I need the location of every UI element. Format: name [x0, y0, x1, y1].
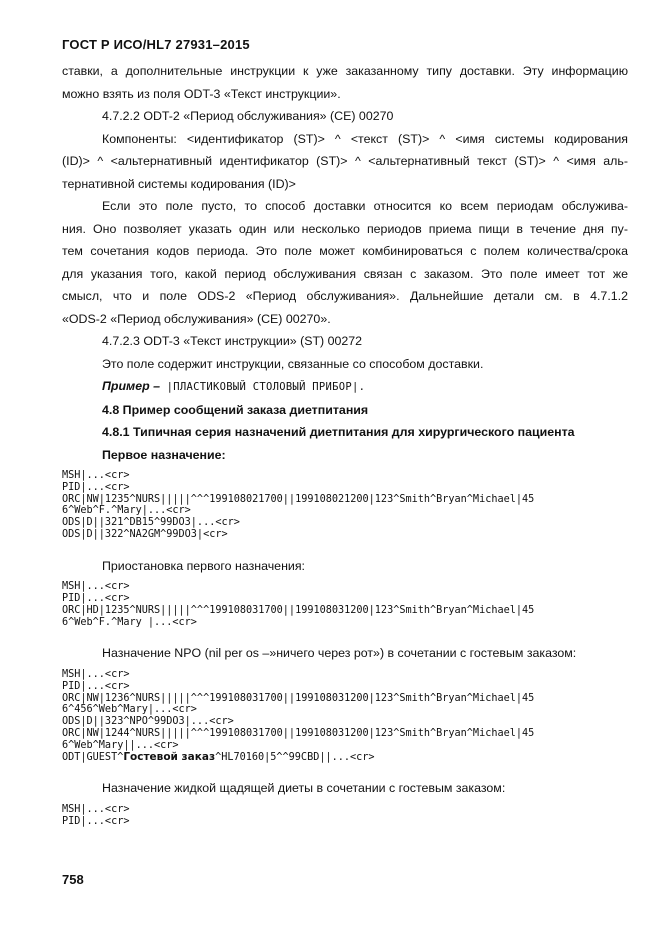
paragraph-line: смысл, что и поле ODS-2 «Период обслуживания». Дальнейшие детали см. в 4.7.1.2	[62, 289, 628, 303]
code-line: MSH|...<cr>	[62, 803, 130, 815]
code-line: PID|...<cr>	[62, 815, 130, 827]
odt-bold: Гостевой заказ	[123, 750, 216, 763]
paragraph-line: для указания того, какой период обслуживания связан с заказом. Это поле имеет тот же	[62, 266, 628, 281]
code-line: ORC|NW|1235^NURS|||||^^^199108021700||199108021200|123^Smith^Bryan^Michael|45	[62, 493, 535, 505]
code-block-npo	[62, 669, 628, 763]
code-line: ORC|NW|1244^NURS|||||^^^199108031700||199108031200|123^Smith^Bryan^Michael|45	[62, 727, 535, 739]
code-line: MSH|...<cr>	[62, 581, 130, 593]
section-heading-4-7-2-2: 4.7.2.2 ODT-2 «Период обслуживания» (CE) 00270	[102, 109, 394, 123]
example-label: Пример –	[102, 379, 161, 393]
section-heading-4-8-1: 4.8.1 Типичная серия назначений диетпитания для хирургического пациента	[102, 425, 575, 439]
code-block-first	[62, 470, 628, 541]
code-line: ORC|NW|1236^NURS|||||^^^199108031700||199108031200|123^Smith^Bryan^Michael|45	[62, 692, 535, 704]
page-header: ГОСТ Р ИСО/HL7 27931–2015	[62, 37, 250, 52]
components-line: тернативной системы кодирования (ID)>	[62, 176, 296, 191]
paragraph-line: тем сочетания кодов периода. Это поле может комбинироваться с полем количества/срока	[62, 244, 628, 258]
paragraph-line: ния. Оно позволяет указать один или несколько периодов приема пищи в течение дня пу-	[62, 221, 628, 236]
odt-prefix: ODT|GUEST^	[62, 751, 124, 763]
code-line: MSH|...<cr>	[62, 470, 130, 481]
section-heading-4-7-2-3: 4.7.2.3 ODT-3 «Текст инструкции» (ST) 00272	[102, 334, 363, 348]
paragraph-line: Если это поле пусто, то способ доставки относится ко всем периодам обслужива-	[102, 199, 628, 213]
suspend-title: Приостановка первого назначения:	[102, 558, 305, 573]
first-order-title: Первое назначение:	[102, 447, 226, 462]
odt-suffix: ^HL70160|5^^99CBD||...<cr>	[215, 751, 375, 763]
example-line	[62, 375, 628, 399]
components-line: Компоненты: <идентификатор (ST)> ^ <текст (ST)> ^ <имя системы кодирования	[102, 131, 628, 146]
code-line: PID|...<cr>	[62, 593, 130, 605]
paragraph-line: ставки, а дополнительные инструкции к уже заказанному типу доставки. Эту информацию	[62, 64, 628, 78]
code-line: 6^Web^Mary||...<cr>	[62, 739, 179, 751]
page-body	[62, 60, 628, 827]
code-line: 6^456^Web^Mary|...<cr>	[62, 704, 197, 716]
code-line-odt	[62, 752, 628, 764]
code-block-liquid	[62, 804, 628, 828]
code-line: ODS|D||323^NPO^99DO3|...<cr>	[62, 716, 234, 728]
paragraph-line: Это поле содержит инструкции, связанные со способом доставки.	[102, 356, 484, 371]
code-line: ODS|D||321^DB15^99DO3|...<cr>	[62, 517, 240, 529]
paragraph-line: можно взять из поля ODT-3 «Текст инструкции».	[62, 86, 341, 101]
page-number: 758	[62, 872, 84, 887]
section-heading-4-8: 4.8 Пример сообщений заказа диетпитания	[102, 402, 369, 417]
components-line: (ID)> ^ <альтернативный идентификатор (ST)> ^ <альтернативный текст (ST)> ^ <имя аль-	[62, 154, 628, 168]
code-line: ODS|D||322^NA2GM^99DO3|<cr>	[62, 528, 228, 540]
liquid-title: Назначение жидкой щадящей диеты в сочетании с гостевым заказом:	[102, 781, 506, 796]
code-line: ORC|HD|1235^NURS|||||^^^199108031700||199108031200|123^Smith^Bryan^Michael|45	[62, 604, 535, 616]
code-line: 6^Web^F.^Mary|...<cr>	[62, 505, 191, 517]
npo-title: Назначение NPO (nil per os –»ничего через рот») в сочетании с гостевым заказом:	[102, 646, 577, 661]
example-text: |ПЛАСТИКОВЫЙ СТОЛОВЫЙ ПРИБОР|.	[160, 381, 366, 393]
code-line: PID|...<cr>	[62, 680, 130, 692]
code-line: MSH|...<cr>	[62, 668, 130, 680]
code-block-suspend	[62, 581, 628, 628]
code-line: 6^Web^F.^Mary |...<cr>	[62, 616, 197, 628]
code-line: PID|...<cr>	[62, 481, 130, 493]
paragraph-line: «ODS-2 «Период обслуживания» (CE) 00270».	[62, 311, 331, 326]
